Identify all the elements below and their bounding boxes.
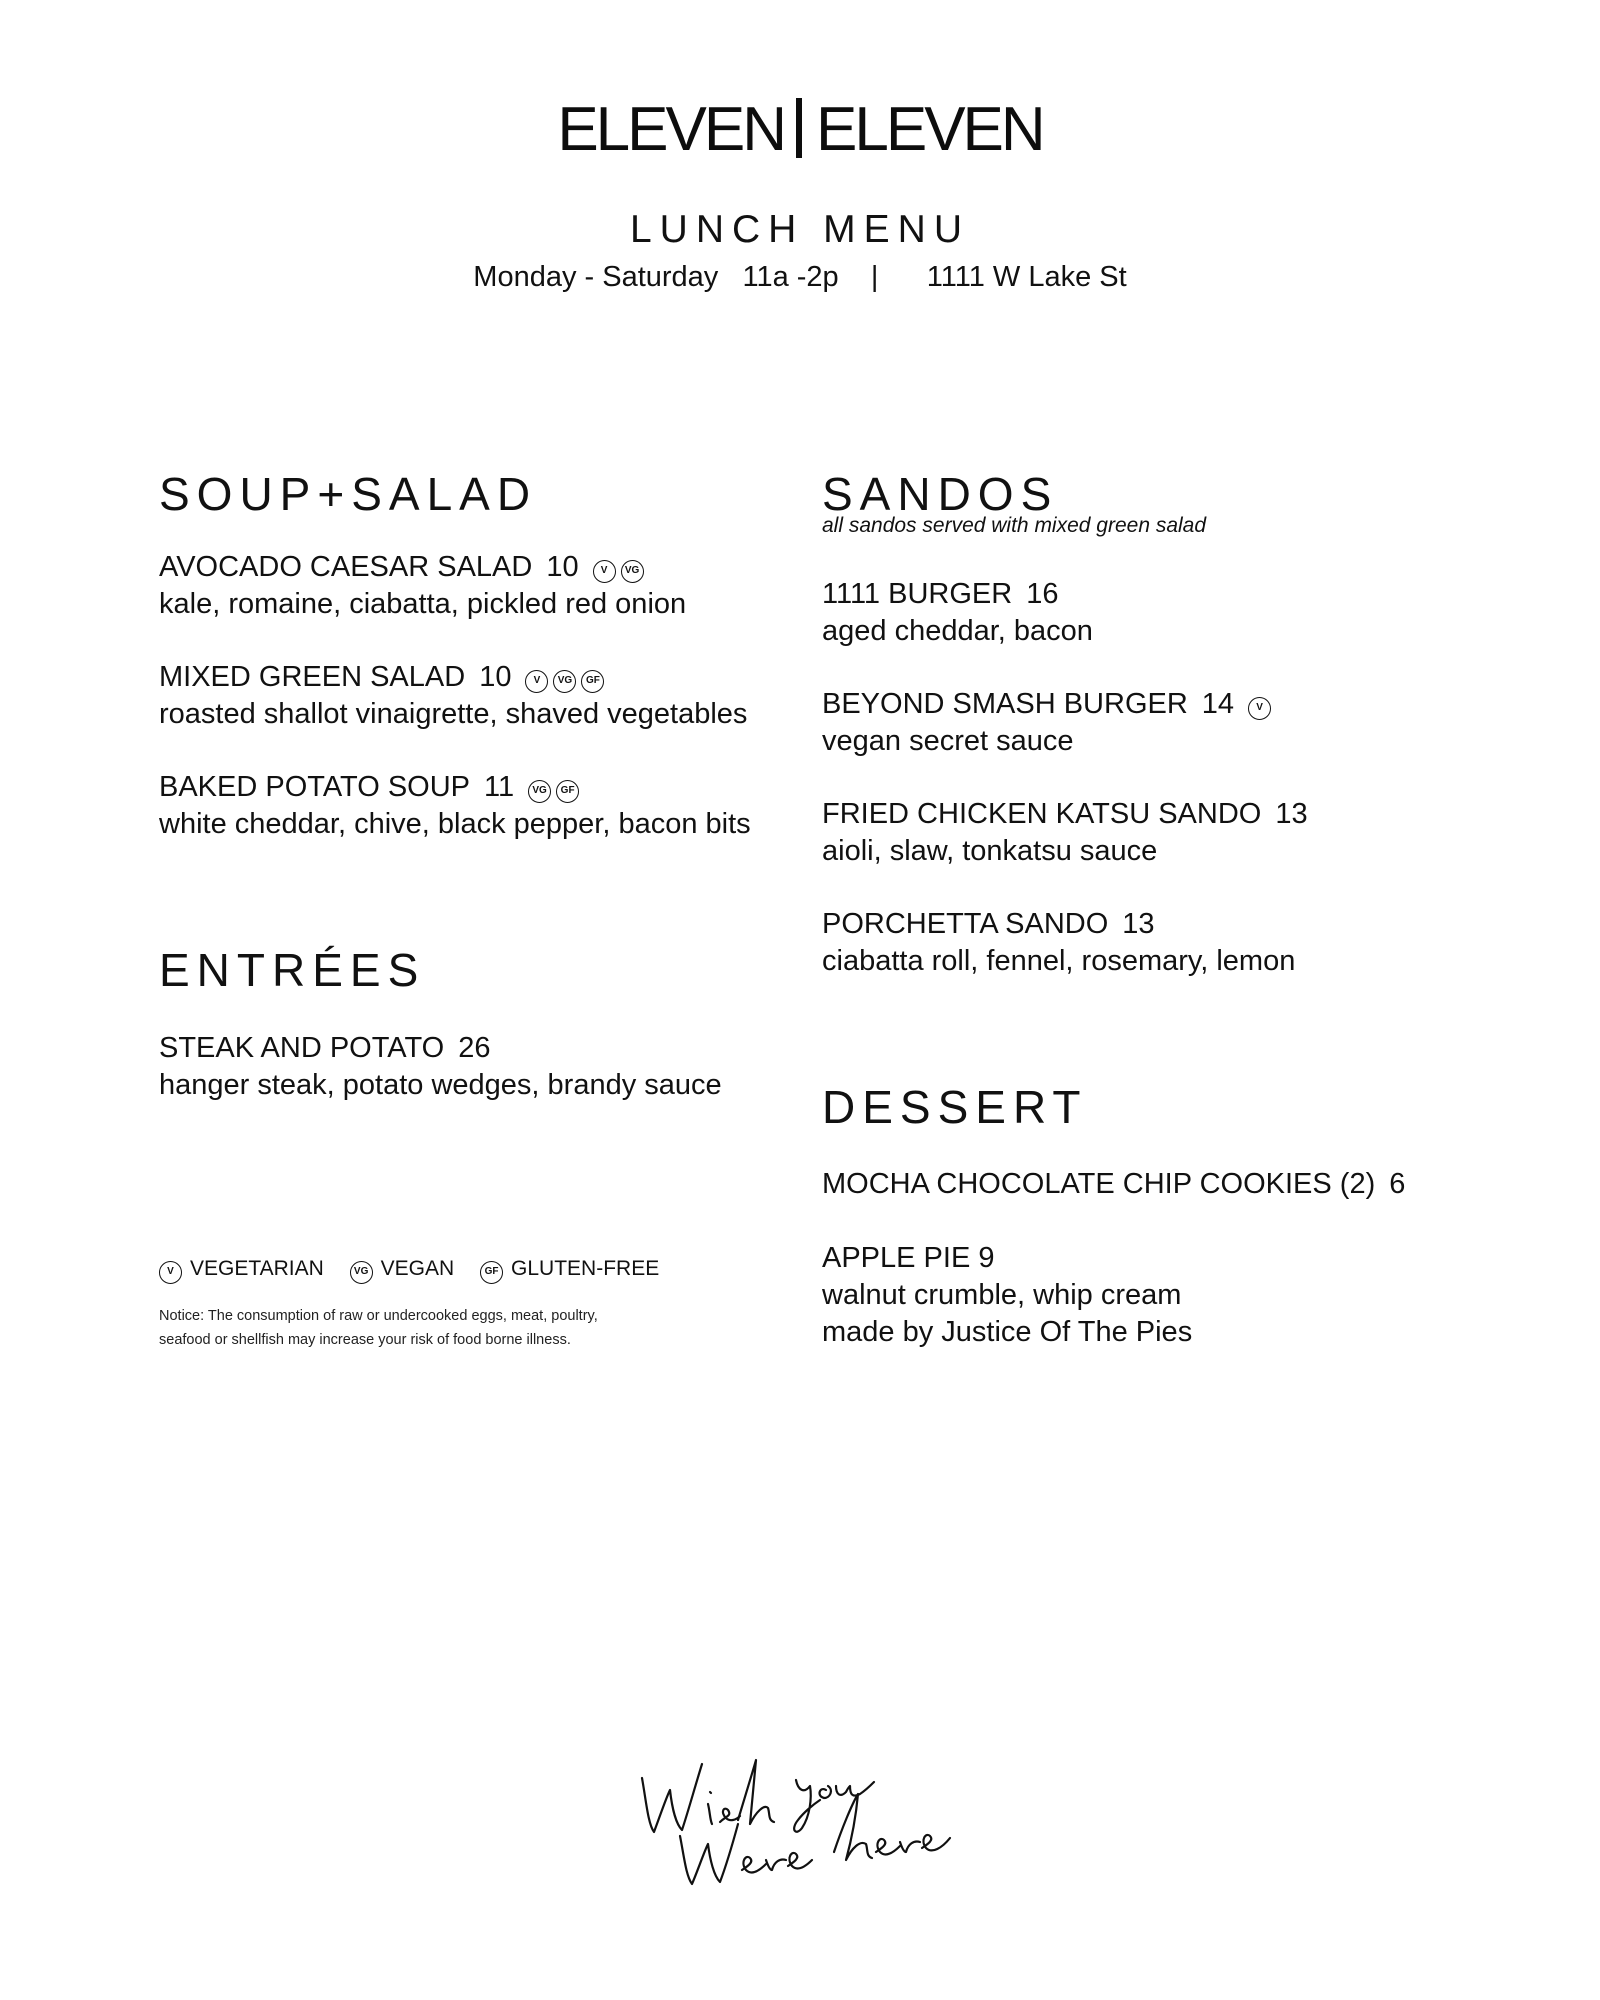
vegetarian-badge-icon: V xyxy=(159,1261,182,1284)
vegan-badge-icon: VG xyxy=(528,780,551,803)
item-name: BEYOND SMASH BURGER xyxy=(822,688,1188,720)
item-price: 10 xyxy=(546,551,579,583)
item-price: 13 xyxy=(1122,908,1155,940)
brand-right: ELEVEN xyxy=(816,95,1043,164)
item-price: 9 xyxy=(978,1242,995,1274)
item-description: vegan secret sauce xyxy=(822,725,1074,757)
vegan-badge-icon: VG xyxy=(621,560,644,583)
item-description-maker: made by Justice Of The Pies xyxy=(822,1316,1193,1348)
menu-item-1111-burger xyxy=(822,576,1093,650)
brand-left: ELEVEN xyxy=(557,95,784,164)
menu-item-apple-pie xyxy=(822,1240,1192,1351)
vegan-badge-icon: VG xyxy=(350,1261,373,1284)
item-description: hanger steak, potato wedges, brandy sauce xyxy=(159,1069,722,1101)
notice-line: Notice: The consumption of raw or undercooked eggs, meat, poultry, xyxy=(159,1308,598,1324)
menu-item-katsu-sando xyxy=(822,796,1308,870)
item-description: roasted shallot vinaigrette, shaved vegetables xyxy=(159,698,748,730)
item-description: kale, romaine, ciabatta, pickled red onion xyxy=(159,588,687,620)
section-title-soup-salad: SOUP+SALAD xyxy=(159,468,538,520)
item-name: STEAK AND POTATO xyxy=(159,1032,445,1064)
signature-wish-you-were-here xyxy=(620,1720,980,1900)
legend-vegetarian xyxy=(159,1257,324,1280)
food-safety-notice xyxy=(159,1304,719,1352)
dietary-legend xyxy=(159,1256,679,1284)
legend-label: VEGETARIAN xyxy=(190,1257,324,1280)
vegetarian-badge-icon: V xyxy=(1248,697,1271,720)
menu-item-porchetta-sando xyxy=(822,906,1295,980)
item-price: 26 xyxy=(458,1032,491,1064)
sandos-note: all sandos served with mixed green salad xyxy=(822,514,1207,537)
menu-title: LUNCH MENU xyxy=(629,208,970,251)
item-price: 10 xyxy=(479,661,512,693)
section-title-dessert: DESSERT xyxy=(822,1081,1088,1133)
item-name: FRIED CHICKEN KATSU SANDO xyxy=(822,798,1262,830)
brand-divider xyxy=(796,98,802,158)
legend-vegan xyxy=(350,1257,455,1280)
item-name: PORCHETTA SANDO xyxy=(822,908,1109,940)
item-description: aged cheddar, bacon xyxy=(822,615,1093,647)
item-price: 13 xyxy=(1275,798,1308,830)
item-price: 11 xyxy=(484,771,515,803)
legend-label: VEGAN xyxy=(380,1257,455,1280)
menu-item-beyond-smash xyxy=(822,686,1271,760)
item-name: MOCHA CHOCOLATE CHIP COOKIES (2) xyxy=(822,1168,1376,1200)
menu-schedule: Monday - Saturday 11a -2p | 1111 W Lake St xyxy=(473,261,1127,293)
vegetarian-badge-icon: V xyxy=(593,560,616,583)
item-price: 14 xyxy=(1201,688,1235,720)
legend-label: GLUTEN-FREE xyxy=(511,1257,660,1280)
gluten-free-badge-icon: GF xyxy=(556,780,579,803)
notice-line: seafood or shellfish may increase your risk of food borne illness. xyxy=(159,1332,571,1348)
menu-item-mocha-cookies xyxy=(822,1166,1405,1203)
brand-logo xyxy=(0,95,1600,164)
gluten-free-badge-icon: GF xyxy=(480,1261,503,1284)
item-name: 1111 BURGER xyxy=(822,578,1013,610)
menu-item-baked-potato-soup xyxy=(159,769,751,843)
handwritten-signature-icon xyxy=(620,1720,980,1900)
item-description: aioli, slaw, tonkatsu sauce xyxy=(822,835,1158,867)
item-price: 16 xyxy=(1026,578,1059,610)
item-name: BAKED POTATO SOUP xyxy=(159,771,471,803)
item-description: ciabatta roll, fennel, rosemary, lemon xyxy=(822,945,1296,977)
section-title-entrees: ENTRÉES xyxy=(159,944,426,996)
item-name: AVOCADO CAESAR SALAD xyxy=(159,551,533,583)
vegan-badge-icon: VG xyxy=(553,670,576,693)
menu-item-avocado-caesar xyxy=(159,549,686,623)
item-price: 6 xyxy=(1389,1168,1406,1200)
legend-gluten-free xyxy=(480,1257,659,1280)
section-title-sandos: SANDOS xyxy=(822,468,1059,520)
item-name: MIXED GREEN SALAD xyxy=(159,661,466,693)
gluten-free-badge-icon: GF xyxy=(581,670,604,693)
menu-item-mixed-green xyxy=(159,659,747,733)
menu-item-steak-potato xyxy=(159,1030,722,1104)
vegetarian-badge-icon: V xyxy=(525,670,548,693)
item-description: walnut crumble, whip cream xyxy=(822,1279,1182,1311)
item-description: white cheddar, chive, black pepper, bacon bits xyxy=(159,808,751,840)
item-name: APPLE PIE xyxy=(822,1242,971,1274)
